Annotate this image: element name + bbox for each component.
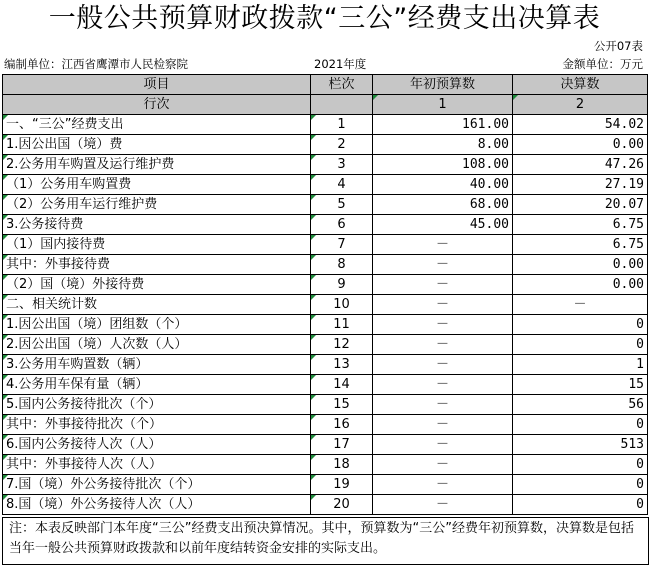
cell-marker-icon bbox=[3, 135, 8, 140]
cell-marker-icon bbox=[3, 395, 8, 400]
row-final-value: 27.19 bbox=[513, 175, 648, 195]
row-number: 16 bbox=[311, 415, 373, 435]
header-col: 栏次 bbox=[311, 75, 373, 95]
row-item-label: 1.因公出国（境）团组数（个） bbox=[3, 315, 311, 335]
row-item-label: 3.公务用车购置数（辆） bbox=[3, 355, 311, 375]
col1-label: 1 bbox=[438, 97, 447, 112]
row-budget-value: 68.00 bbox=[373, 195, 513, 215]
table-row bbox=[3, 175, 648, 195]
row-final-value: 15 bbox=[513, 375, 648, 395]
row-final-value: 56 bbox=[513, 395, 648, 415]
table-row bbox=[3, 355, 648, 375]
row-final-value: 0.00 bbox=[513, 275, 648, 295]
row-budget-value: 40.00 bbox=[373, 175, 513, 195]
cell-marker-icon bbox=[3, 115, 8, 120]
row-final-value: 0 bbox=[513, 335, 648, 355]
row-budget-value: 45.00 bbox=[373, 215, 513, 235]
cell-marker-icon bbox=[311, 435, 316, 440]
cell-marker-icon bbox=[3, 215, 8, 220]
row-budget-value: － bbox=[373, 315, 513, 335]
row-final-value: 54.02 bbox=[513, 115, 648, 135]
row-item-label: 7.国（境）外公务接待批次（个） bbox=[3, 475, 311, 495]
row-final-value: 0 bbox=[513, 475, 648, 495]
form-number: 公开07表 bbox=[593, 39, 643, 53]
cell-marker-icon bbox=[3, 275, 8, 280]
table-row bbox=[3, 255, 648, 275]
header-row-sequence bbox=[3, 95, 648, 115]
row-item-label: （1）公务用车购置费 bbox=[3, 175, 311, 195]
row-final-value: 0 bbox=[513, 455, 648, 475]
row-number: 10 bbox=[311, 295, 373, 315]
row-budget-value: － bbox=[373, 295, 513, 315]
table-row bbox=[3, 235, 648, 255]
table-row bbox=[3, 215, 648, 235]
row-number: 3 bbox=[311, 155, 373, 175]
cell-marker-icon bbox=[311, 355, 316, 360]
cell-marker-icon bbox=[373, 95, 378, 100]
row-budget-value: － bbox=[373, 455, 513, 475]
header-col2 bbox=[513, 95, 648, 115]
row-final-value: 0 bbox=[513, 415, 648, 435]
cell-marker-icon bbox=[311, 295, 316, 300]
table-row bbox=[3, 295, 648, 315]
row-number: 15 bbox=[311, 395, 373, 415]
cell-marker-icon bbox=[3, 315, 8, 320]
row-number: 20 bbox=[311, 495, 373, 515]
row-budget-value: － bbox=[373, 235, 513, 255]
row-item-label: 3.公务接待费 bbox=[3, 215, 311, 235]
row-number: 9 bbox=[311, 275, 373, 295]
row-final-value: 513 bbox=[513, 435, 648, 455]
row-final-value: 0.00 bbox=[513, 255, 648, 275]
cell-marker-icon bbox=[311, 215, 316, 220]
cell-marker-icon bbox=[311, 275, 316, 280]
cell-marker-icon bbox=[3, 495, 8, 500]
row-item-label: 4.公务用车保有量（辆） bbox=[3, 375, 311, 395]
row-final-value: 20.07 bbox=[513, 195, 648, 215]
row-budget-value: － bbox=[373, 395, 513, 415]
cell-marker-icon bbox=[3, 155, 8, 160]
cell-marker-icon bbox=[311, 395, 316, 400]
row-budget-value: － bbox=[373, 355, 513, 375]
page-title: 一般公共预算财政拨款“三公”经费支出决算表 bbox=[48, 3, 601, 34]
cell-marker-icon bbox=[3, 375, 8, 380]
row-budget-value: 108.00 bbox=[373, 155, 513, 175]
cell-marker-icon bbox=[311, 175, 316, 180]
row-number: 17 bbox=[311, 435, 373, 455]
row-number: 19 bbox=[311, 475, 373, 495]
row-item-label: 5.国内公务接待批次（个） bbox=[3, 395, 311, 415]
row-number: 1 bbox=[311, 115, 373, 135]
table-row bbox=[3, 375, 648, 395]
row-final-value: 0.00 bbox=[513, 135, 648, 155]
row-number: 11 bbox=[311, 315, 373, 335]
row-item-label: （1）国内接待费 bbox=[3, 235, 311, 255]
row-budget-value: － bbox=[373, 335, 513, 355]
header-final: 决算数 bbox=[513, 75, 648, 95]
row-number: 13 bbox=[311, 355, 373, 375]
cell-marker-icon bbox=[311, 195, 316, 200]
footnote: 注：本表反映部门本年度“三公”经费支出预决算情况。其中，预算数为“三公”经费年初预算数，决算数是包括当年一般公共预算财政拨款和以前年度结转资金安排的实际支出。 bbox=[2, 517, 649, 565]
row-final-value: － bbox=[513, 295, 648, 315]
compiling-unit: 编制单位：江西省鹰潭市人民检察院 bbox=[4, 57, 188, 71]
row-number: 12 bbox=[311, 335, 373, 355]
cell-marker-icon bbox=[311, 495, 316, 500]
row-item-label: 其中：外事接待批次（个） bbox=[3, 415, 311, 435]
cell-marker-icon bbox=[3, 195, 8, 200]
row-number: 4 bbox=[311, 175, 373, 195]
row-number: 7 bbox=[311, 235, 373, 255]
cell-marker-icon bbox=[311, 235, 316, 240]
table-row bbox=[3, 195, 648, 215]
table-row bbox=[3, 115, 648, 135]
cell-marker-icon bbox=[3, 475, 8, 480]
row-number: 18 bbox=[311, 455, 373, 475]
row-item-label: 8.国（境）外公务接待人次（人） bbox=[3, 495, 311, 515]
col2-label: 2 bbox=[575, 97, 585, 112]
cell-marker-icon bbox=[3, 335, 8, 340]
cell-marker-icon bbox=[3, 435, 8, 440]
table-row bbox=[3, 335, 648, 355]
table-row bbox=[3, 315, 648, 335]
cell-marker-icon bbox=[3, 175, 8, 180]
row-final-value: 6.75 bbox=[513, 235, 648, 255]
header-item: 项目 bbox=[3, 75, 311, 95]
cell-marker-icon bbox=[311, 315, 316, 320]
row-item-label: 其中：外事接待人次（人） bbox=[3, 455, 311, 475]
row-number: 6 bbox=[311, 215, 373, 235]
row-budget-value: － bbox=[373, 495, 513, 515]
cell-marker-icon bbox=[311, 115, 316, 120]
cell-marker-icon bbox=[311, 135, 316, 140]
cell-marker-icon bbox=[3, 255, 8, 260]
row-item-label: 1.因公出国（境）费 bbox=[3, 135, 311, 155]
expense-table bbox=[2, 74, 648, 515]
row-budget-value: － bbox=[373, 275, 513, 295]
row-budget-value: 161.00 bbox=[373, 115, 513, 135]
row-item-label: 2.因公出国（境）人次数（人） bbox=[3, 335, 311, 355]
header-empty bbox=[311, 95, 373, 115]
cell-marker-icon bbox=[513, 95, 518, 100]
cell-marker-icon bbox=[3, 455, 8, 460]
cell-marker-icon bbox=[311, 375, 316, 380]
cell-marker-icon bbox=[311, 455, 316, 460]
cell-marker-icon bbox=[3, 235, 8, 240]
row-item-label: 2.公务用车购置及运行维护费 bbox=[3, 155, 311, 175]
money-unit: 金额单位：万元 bbox=[562, 57, 643, 71]
header-budget: 年初预算数 bbox=[373, 75, 513, 95]
row-number: 8 bbox=[311, 255, 373, 275]
row-budget-value: － bbox=[373, 375, 513, 395]
cell-marker-icon bbox=[3, 355, 8, 360]
cell-marker-icon bbox=[311, 155, 316, 160]
row-budget-value: 8.00 bbox=[373, 135, 513, 155]
row-budget-value: － bbox=[373, 255, 513, 275]
row-budget-value: － bbox=[373, 435, 513, 455]
table-row bbox=[3, 435, 648, 455]
row-item-label: 二、相关统计数 bbox=[3, 295, 311, 315]
row-item-label: 6.国内公务接待人次（人） bbox=[3, 435, 311, 455]
row-final-value: 47.26 bbox=[513, 155, 648, 175]
row-budget-value: － bbox=[373, 415, 513, 435]
cell-marker-icon bbox=[311, 335, 316, 340]
row-number: 14 bbox=[311, 375, 373, 395]
header-row-seq: 行次 bbox=[3, 95, 311, 115]
row-final-value: 1 bbox=[513, 355, 648, 375]
table-row bbox=[3, 415, 648, 435]
row-item-label: （2）公务用车运行维护费 bbox=[3, 195, 311, 215]
row-item-label: 其中：外事接待费 bbox=[3, 255, 311, 275]
row-final-value: 0 bbox=[513, 315, 648, 335]
cell-marker-icon bbox=[3, 295, 8, 300]
row-item-label: （2）国（境）外接待费 bbox=[3, 275, 311, 295]
row-item-label: 一、“三公”经费支出 bbox=[3, 115, 311, 135]
header-col1 bbox=[373, 95, 513, 115]
table-row bbox=[3, 475, 648, 495]
header-row bbox=[3, 75, 648, 95]
cell-marker-icon bbox=[311, 415, 316, 420]
cell-marker-icon bbox=[311, 255, 316, 260]
table-row bbox=[3, 155, 648, 175]
table-row bbox=[3, 275, 648, 295]
cell-marker-icon bbox=[311, 475, 316, 480]
fiscal-year: 2021年度 bbox=[314, 57, 367, 71]
table-row bbox=[3, 135, 648, 155]
row-number: 2 bbox=[311, 135, 373, 155]
row-number: 5 bbox=[311, 195, 373, 215]
row-budget-value: － bbox=[373, 475, 513, 495]
cell-marker-icon bbox=[3, 415, 8, 420]
table-row bbox=[3, 495, 648, 515]
row-final-value: 0 bbox=[513, 495, 648, 515]
row-final-value: 6.75 bbox=[513, 215, 648, 235]
table-row bbox=[3, 455, 648, 475]
table-row bbox=[3, 395, 648, 415]
